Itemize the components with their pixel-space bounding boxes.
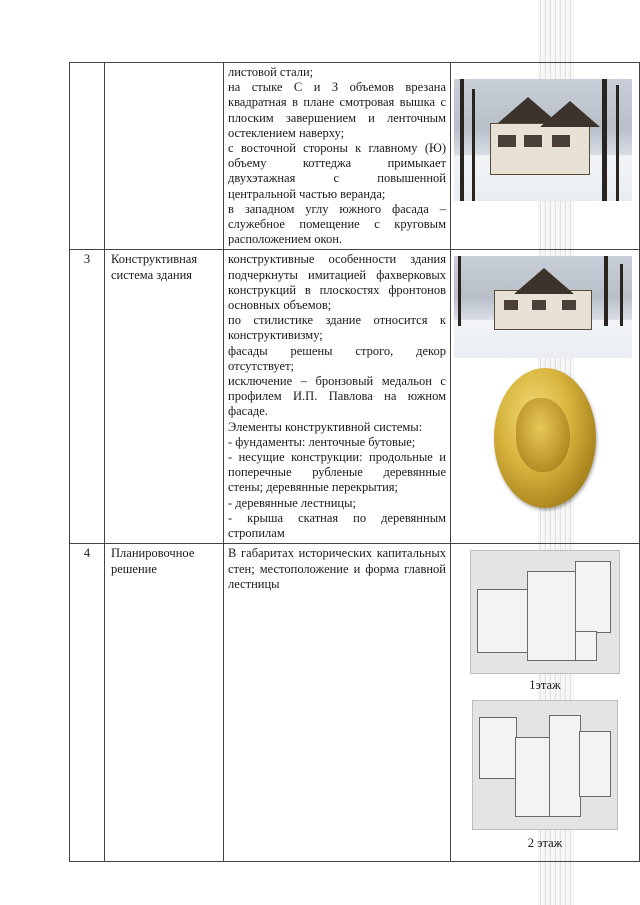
description-line: конструктивные особенности здания подчеркнуты имитацией фахверковых конструкций в плоскостях фронтонов основных объемов; <box>228 252 446 313</box>
row-description <box>224 250 451 544</box>
description-line: - крыша скатная по деревянным стропилам <box>228 510 446 541</box>
pavlov-bronze-medallion-image <box>494 368 596 508</box>
table-row-continuation <box>70 63 640 250</box>
cottage-winter-photo <box>454 79 632 201</box>
description-line: листовой стали; <box>228 65 314 79</box>
row-name: Конструктивная система здания <box>105 250 224 544</box>
floor-2-caption: 2 этаж <box>527 835 563 850</box>
row-description <box>224 63 451 250</box>
description-line: В габаритах исторических капитальных стен; местоположение и форма главной лестницы <box>228 546 446 591</box>
description-line: с восточной стороны к главному (Ю) объему коттеджа примыкает двухэтажная с повышенной центральной частью веранда; <box>228 141 446 201</box>
row-number <box>70 63 105 250</box>
row-number: 3 <box>70 250 105 544</box>
row-image-cell <box>451 544 640 861</box>
cottage-facade-photo <box>454 256 632 358</box>
description-line: фасады решены строго, декор отсутствует; <box>228 343 446 373</box>
row-image-cell <box>451 63 640 250</box>
table-row-structural-system <box>70 250 640 544</box>
description-line: - деревянные лестницы; <box>228 495 356 510</box>
row-name <box>105 63 224 250</box>
row-description <box>224 544 451 861</box>
floor-plan-1-image <box>470 550 620 674</box>
description-line: исключение – бронзовый медальон с профилем И.П. Павлова на южном фасаде. <box>228 374 446 419</box>
row-image-cell <box>451 250 640 544</box>
description-line: по стилистике здание относится к конструктивизму; <box>228 313 446 343</box>
description-line: Элементы конструктивной системы: <box>228 419 423 434</box>
description-line: - несущие конструкции: продольные и поперечные рубленые деревянные стены; деревянные перекрытия; <box>228 450 446 495</box>
row-number: 4 <box>70 544 105 861</box>
floor-plan-2-image <box>472 700 618 830</box>
description-line: в западном углу южного фасада – служебное помещение с круговым расположением окон. <box>228 201 446 247</box>
building-description-table <box>69 62 640 862</box>
table-row-planning <box>70 544 640 861</box>
description-line: на стыке С и З объемов врезана квадратная в плане смотровая вышка с плоским завершением и ленточным остеклением наверху; <box>228 80 446 140</box>
description-line: - фундаменты: ленточные бутовые; <box>228 434 416 449</box>
row-name: Планировочное решение <box>105 544 224 861</box>
floor-1-caption: 1этаж <box>529 678 561 693</box>
